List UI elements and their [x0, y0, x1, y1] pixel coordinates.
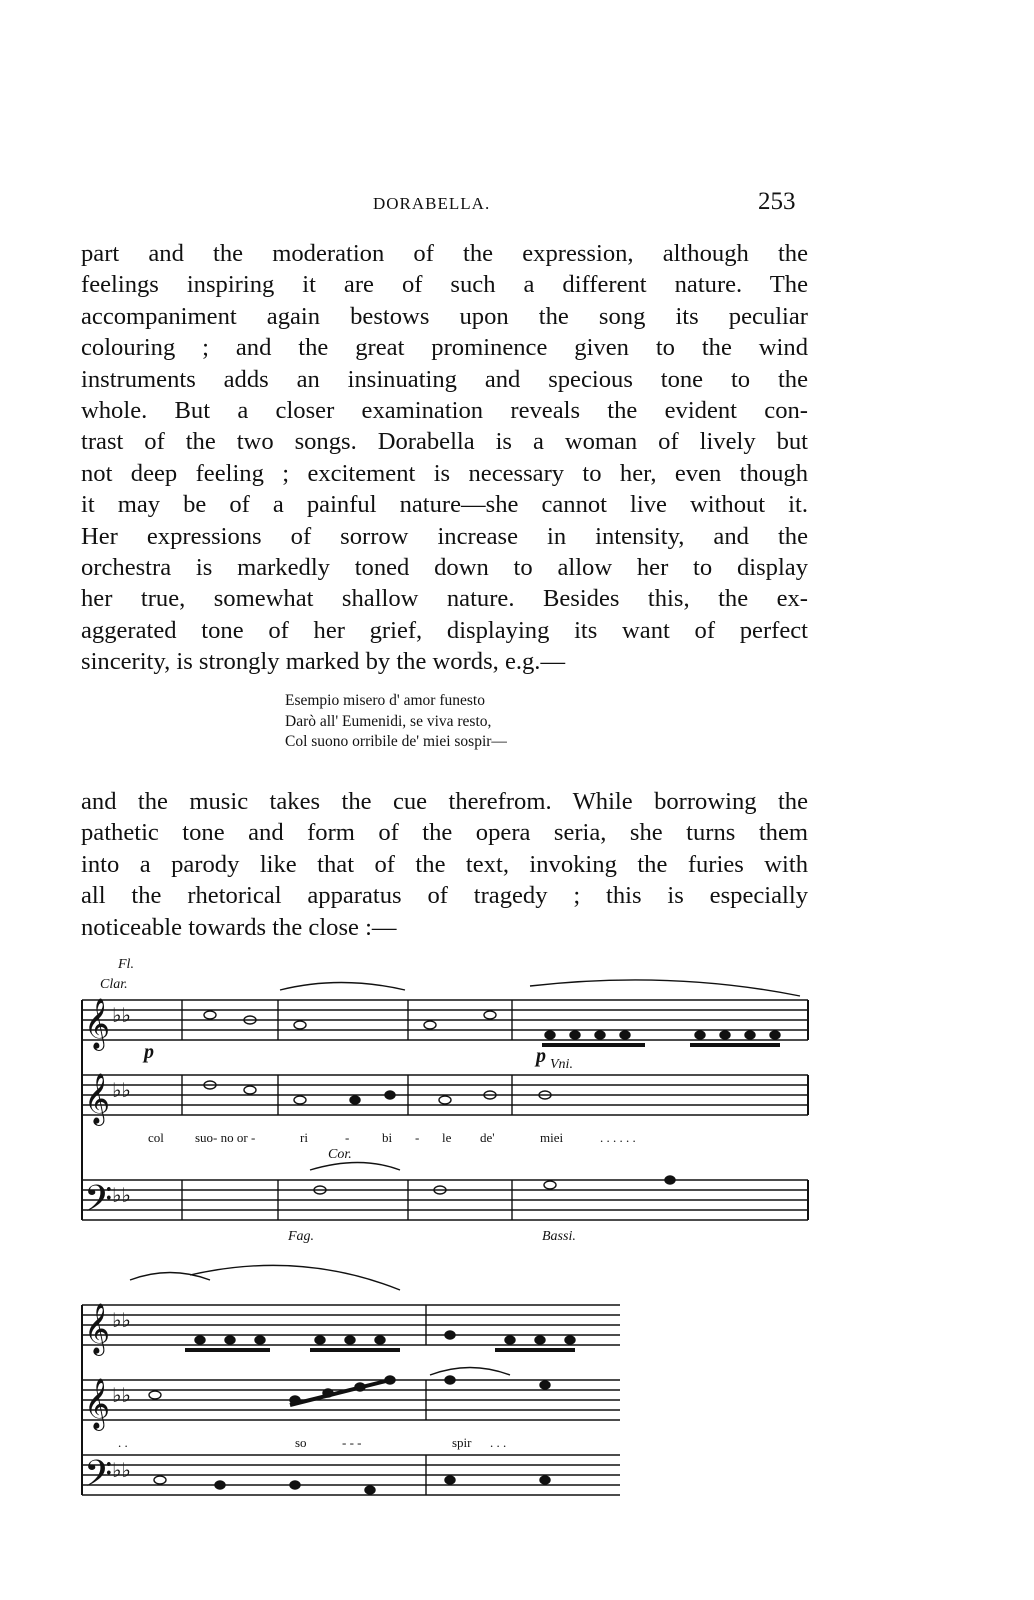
label-violins: Vni. — [550, 1057, 573, 1072]
label-horns: Cor. — [328, 1147, 352, 1162]
lyric: spir — [452, 1435, 472, 1450]
svg-text:♭♭: ♭♭ — [112, 1080, 131, 1102]
paragraph-1 — [81, 238, 808, 677]
lyric: miei — [540, 1130, 564, 1145]
text-line: colouring ; and the great prominence given to the wind — [81, 334, 808, 362]
lyric: col — [148, 1130, 164, 1145]
dynamic-p: p — [144, 1041, 154, 1063]
text-line: pathetic tone and form of the opera seria, she turns them — [81, 819, 808, 847]
svg-text:𝄞: 𝄞 — [84, 1074, 111, 1123]
staff-voice — [82, 1075, 808, 1115]
lyric: bi — [382, 1130, 393, 1145]
text-line: not deep feeling ; excitement is necessary to her, even though — [81, 459, 808, 487]
svg-text:𝄞: 𝄞 — [84, 1379, 111, 1428]
text-line: sincerity, is strongly marked by the words, e.g.— — [81, 648, 566, 676]
text-line: her true, somewhat shallow nature. Besides this, the ex- — [81, 585, 808, 613]
paragraph-2 — [81, 786, 808, 943]
text-line: accompaniment again bestows upon the song its peculiar — [81, 302, 808, 330]
staff-bass — [82, 1180, 808, 1220]
lyric: . . . — [490, 1435, 507, 1450]
text-line: part and the moderation of the expression, although the — [81, 240, 808, 267]
text-line: Her expressions of sorrow increase in intensity, and the — [81, 522, 808, 550]
text-line: into a parody like that of the text, invoking the furies with — [81, 850, 808, 878]
lyric: de' — [480, 1130, 495, 1145]
text-line: aggerated tone of her grief, displaying its want of perfect — [81, 616, 808, 644]
page-number: 253 — [758, 188, 796, 215]
lyric: . . . . . . — [600, 1130, 636, 1145]
musical-score — [70, 950, 830, 1515]
text-line: orchestra is markedly toned down to allow her to display — [81, 553, 808, 581]
running-header — [0, 188, 1034, 228]
text-line: all the rhetorical apparatus of tragedy ; this is especially — [81, 882, 808, 910]
label-bass: Bassi. — [542, 1229, 576, 1244]
lyric: - — [345, 1130, 350, 1145]
text-line: trast of the two songs. Dorabella is a woman of lively but — [81, 428, 808, 456]
running-title: DORABELLA. — [373, 194, 491, 213]
svg-text:♭♭: ♭♭ — [112, 1005, 131, 1027]
svg-text:𝄞: 𝄞 — [84, 1304, 111, 1353]
svg-text:𝄢: 𝄢 — [84, 1454, 113, 1503]
staff-voice-2 — [82, 1380, 620, 1420]
text-line: it may be of a painful nature—she cannot live without it. — [81, 491, 808, 519]
label-flute: Fl. — [118, 957, 134, 972]
lyric: suo- no or - — [195, 1130, 256, 1145]
svg-text:♭♭: ♭♭ — [112, 1385, 131, 1407]
verse-line: Esempio misero d' amor funesto — [285, 692, 485, 709]
label-bassoon: Fag. — [288, 1229, 315, 1244]
text-line: and the music takes the cue therefrom. While borrowing the — [81, 788, 808, 815]
svg-text:𝄢: 𝄢 — [84, 1179, 113, 1228]
lyric: so — [295, 1435, 307, 1450]
lyric: le — [442, 1130, 452, 1145]
lyric: - — [415, 1130, 420, 1145]
text-line: feelings inspiring it are of such a different nature. The — [81, 271, 808, 299]
lyric: . . — [118, 1435, 128, 1450]
verse-quotation — [285, 691, 507, 753]
lyric: ri — [300, 1130, 308, 1145]
staff-bass-2 — [82, 1455, 620, 1495]
svg-text:♭♭: ♭♭ — [112, 1185, 131, 1207]
verse-line: Col suono orribile de' miei sospir— — [285, 733, 507, 750]
label-clarinet: Clar. — [100, 977, 128, 992]
verse-line: Darò all' Eumenidi, se viva resto, — [285, 712, 492, 730]
text-line: noticeable towards the close :— — [81, 913, 397, 941]
svg-text:♭♭: ♭♭ — [112, 1310, 131, 1332]
lyric: - - - — [342, 1435, 362, 1450]
svg-text:𝄞: 𝄞 — [84, 999, 111, 1048]
text-line: whole. But a closer examination reveals the evident con- — [81, 396, 808, 424]
svg-text:♭♭: ♭♭ — [112, 1460, 131, 1482]
dynamic-p-violins: p — [536, 1045, 546, 1067]
text-line: instruments adds an insinuating and specious tone to the — [81, 365, 808, 393]
